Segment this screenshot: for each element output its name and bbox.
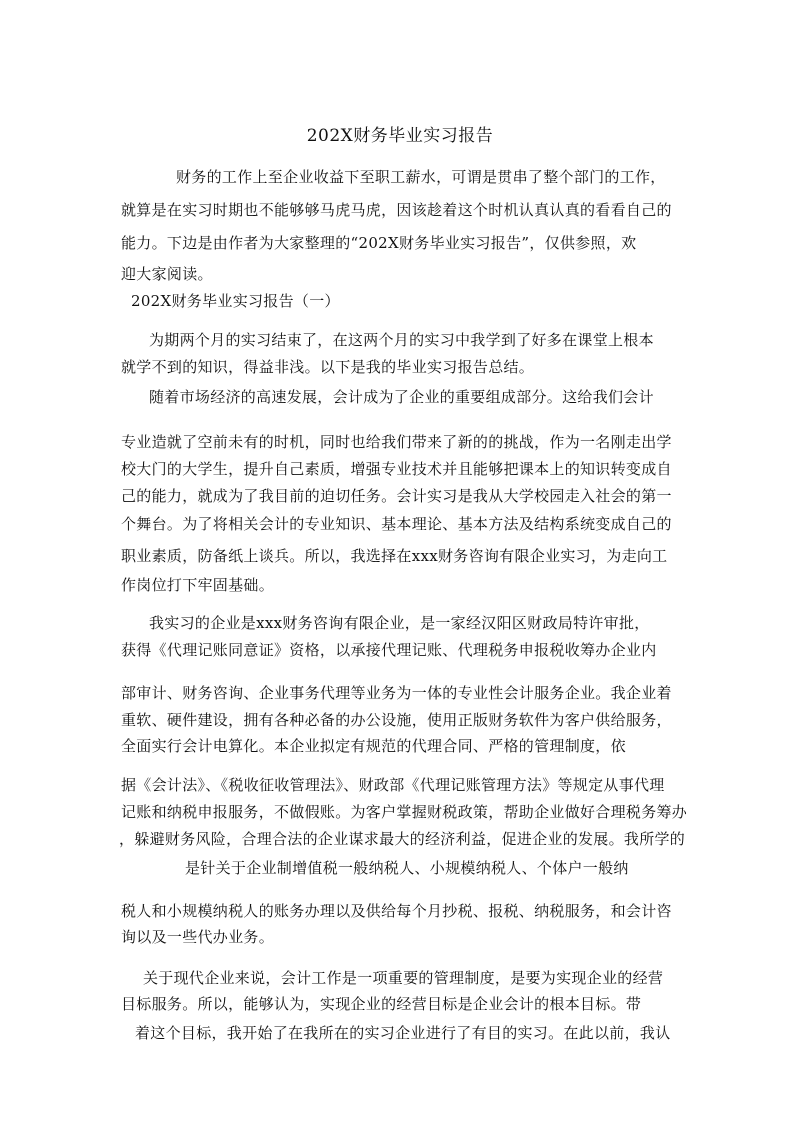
text-line: 职业素质，防备纸上谈兵。所以，我选择在xxx财务咨询有限企业实习，为走向工: [121, 547, 668, 565]
text-line: 重软、硬件建设，拥有各种必备的办公设施，使用正版财务软件为客户供给服务，: [121, 711, 672, 729]
text-line: 我实习的企业是xxx财务咨询有限企业，是一家经汉阳区财政局特许审批，: [149, 614, 650, 632]
text-line: 专业造就了空前未有的时机，同时也给我们带来了新的的挑战，作为一名刚走出学: [121, 433, 672, 451]
text-line: ，躲避财务风险，合理合法的企业谋求最大的经济利益，促进企业的发展。我所学的: [119, 830, 686, 848]
text-line: 获得《代理记账同意证》资格，以承接代理记账、代理税务申报税收筹办企业内: [121, 641, 657, 659]
text-line: 作岗位打下牢固基础。: [121, 576, 275, 594]
text-line: 就学不到的知识，得益非浅。以下是我的毕业实习报告总结。: [121, 358, 535, 376]
text-line: 记账和纳税申报服务，不做假账。为客户掌握财税政策，帮助企业做好合理税务筹办: [121, 803, 688, 821]
text-line: 全面实行会计电算化。本企业拟定有规范的代理合同、严格的管理制度，依: [121, 737, 626, 755]
text-line: 关于现代企业来说，会计工作是一项重要的管理制度，是要为实现企业的经营: [143, 969, 664, 987]
text-line: 目标服务。所以，能够认为，实现企业的经营目标是企业会计的根本目标。带: [121, 995, 642, 1013]
text-line: 是针关于企业制增值税一般纳税人、小规模纳税人、个体户一般纳: [185, 859, 629, 877]
text-line: 为期两个月的实习结束了，在这两个月的实习中我学到了好多在课堂上根本: [149, 331, 654, 349]
text-line: 迎大家阅读。: [121, 265, 213, 283]
text-line: 随着市场经济的高速发展，会计成为了企业的重要组成部分。这给我们会计: [149, 388, 654, 406]
text-line: 据《会计法》、《税收征收管理法》、财政部《代理记账管理方法》等规定从事代理: [121, 776, 665, 794]
text-line: 个舞台。为了将相关会计的专业知识、基本理论、基本方法及结构系统变成自己的: [121, 515, 672, 533]
text-line: 着这个目标，我开始了在我所在的实习企业进行了有目的实习。在此以前，我认: [135, 1024, 671, 1042]
text-line: 财务的工作上至企业收益下至职工薪水，可谓是贯串了整个部门的工作，: [176, 168, 666, 186]
text-line: 校大门的大学生，提升自己素质，增强专业技术并且能够把课本上的知识转变成自: [121, 460, 672, 478]
text-line: 己的能力，就成为了我目前的迫切任务。会计实习是我从大学校园走入社会的第一: [121, 487, 672, 505]
text-line: 就算是在实习时期也不能够够马虎马虎，因该趁着这个时机认真认真的看看自己的: [121, 201, 672, 219]
text-line: 部审计、财务咨询、企业事务代理等业务为一体的专业性会计服务企业。我企业着: [121, 684, 672, 702]
text-line: 能力。下边是由作者为大家整理的“202X财务毕业实习报告”，仅供参照，欢: [121, 234, 637, 252]
section-heading: 202X财务毕业实习报告（一）: [131, 292, 340, 310]
text-line: 询以及一些代办业务。: [121, 928, 275, 946]
text-line: 税人和小规模纳税人的账务办理以及供给每个月抄税、报税、纳税服务，和会计咨: [121, 902, 672, 920]
document-title: 202X财务毕业实习报告: [306, 126, 494, 146]
